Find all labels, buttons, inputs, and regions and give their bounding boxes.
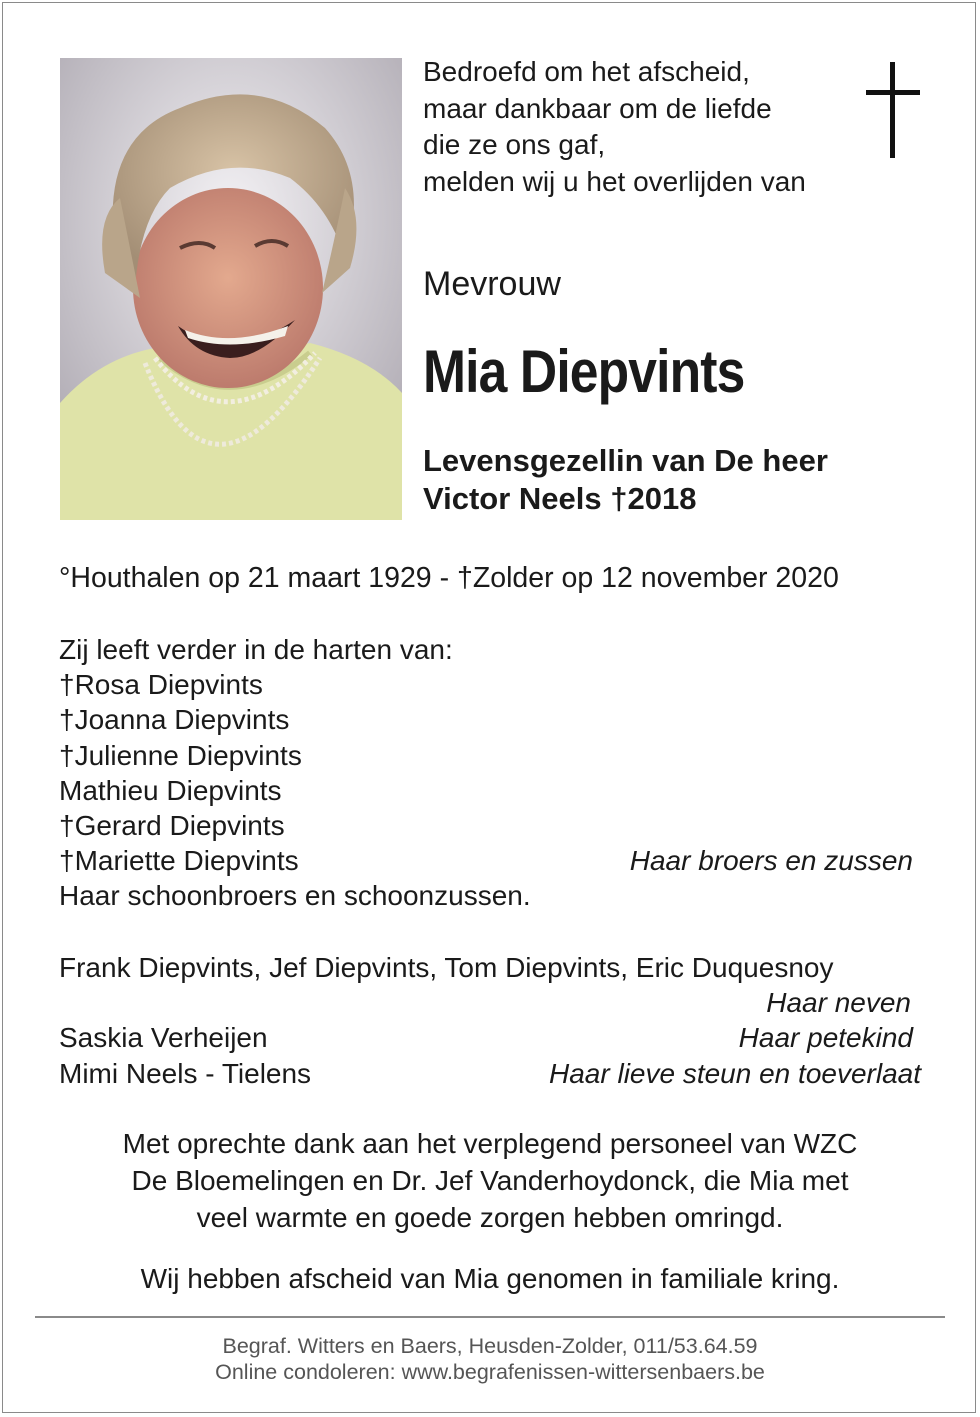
verse-line: maar dankbaar om de liefde	[423, 92, 772, 124]
in-laws: Haar schoonbroers en schoonzussen.	[59, 880, 531, 912]
siblings-role: Haar broers en zussen	[629, 845, 913, 877]
portrait-photo	[60, 58, 402, 520]
honorific: Mevrouw	[423, 265, 561, 303]
thanks-line: De Bloemelingen en Dr. Jef Vanderhoydonck, die Mia met	[131, 1165, 849, 1196]
support-row	[59, 1056, 921, 1091]
sibling-name: †Julienne Diepvints	[59, 739, 302, 771]
thanks-line: veel warmte en goede zorgen hebben omringd.	[196, 1202, 784, 1233]
nephews-role-row	[59, 985, 921, 1020]
support-name: Mimi Neels - Tielens	[59, 1057, 312, 1089]
opening-verse	[423, 54, 863, 200]
partner-line: Levensgezellin van De heer	[423, 443, 828, 478]
nephews-names: Frank Diepvints, Jef Diepvints, Tom Diepvints, Eric Duquesnoy	[59, 952, 834, 983]
sibling-name: †Joanna Diepvints	[59, 704, 290, 736]
sibling-name: †Mariette Diepvints	[59, 845, 299, 877]
verse-line: melden wij u het overlijden van	[423, 165, 806, 197]
undertaker-info: Begraf. Witters en Baers, Heusden-Zolder, 011/53.64.59	[222, 1334, 758, 1358]
thanks-text	[60, 1125, 920, 1236]
relations-list	[59, 950, 921, 1091]
partner-info	[423, 442, 828, 518]
footer	[60, 1333, 920, 1385]
godchild-role: Haar petekind	[738, 1022, 913, 1054]
sibling-row	[59, 843, 919, 878]
sibling-name: †Gerard Diepvints	[59, 809, 285, 841]
thanks-line: Met oprechte dank aan het verplegend personeel van WZC	[122, 1128, 858, 1159]
condolence-link[interactable]: Online condoleren: www.begrafenissen-wittersenbaers.be	[215, 1360, 765, 1384]
verse-line: Bedroefd om het afscheid,	[423, 56, 750, 87]
survivors-intro: Zij leeft verder in de harten van:	[59, 634, 453, 665]
godchild-name: Saskia Verheijen	[59, 1022, 268, 1054]
cross-icon	[864, 60, 922, 160]
support-role: Haar lieve steun en toeverlaat	[549, 1057, 921, 1089]
divider	[35, 1316, 945, 1318]
survivors-list	[59, 632, 919, 914]
sibling-name: †Rosa Diepvints	[59, 669, 263, 701]
deceased-name: Mia Diepvints	[423, 338, 745, 405]
partner-line: Victor Neels †2018	[423, 481, 697, 516]
farewell-text: Wij hebben afscheid van Mia genomen in familiale kring.	[140, 1263, 840, 1294]
nephews-role: Haar neven	[766, 987, 911, 1019]
verse-line: die ze ons gaf,	[423, 129, 606, 160]
birth-death-dates: °Houthalen op 21 maart 1929 - †Zolder op 12 november 2020	[59, 562, 839, 594]
sibling-name: Mathieu Diepvints	[59, 774, 282, 806]
godchild-row	[59, 1020, 921, 1055]
